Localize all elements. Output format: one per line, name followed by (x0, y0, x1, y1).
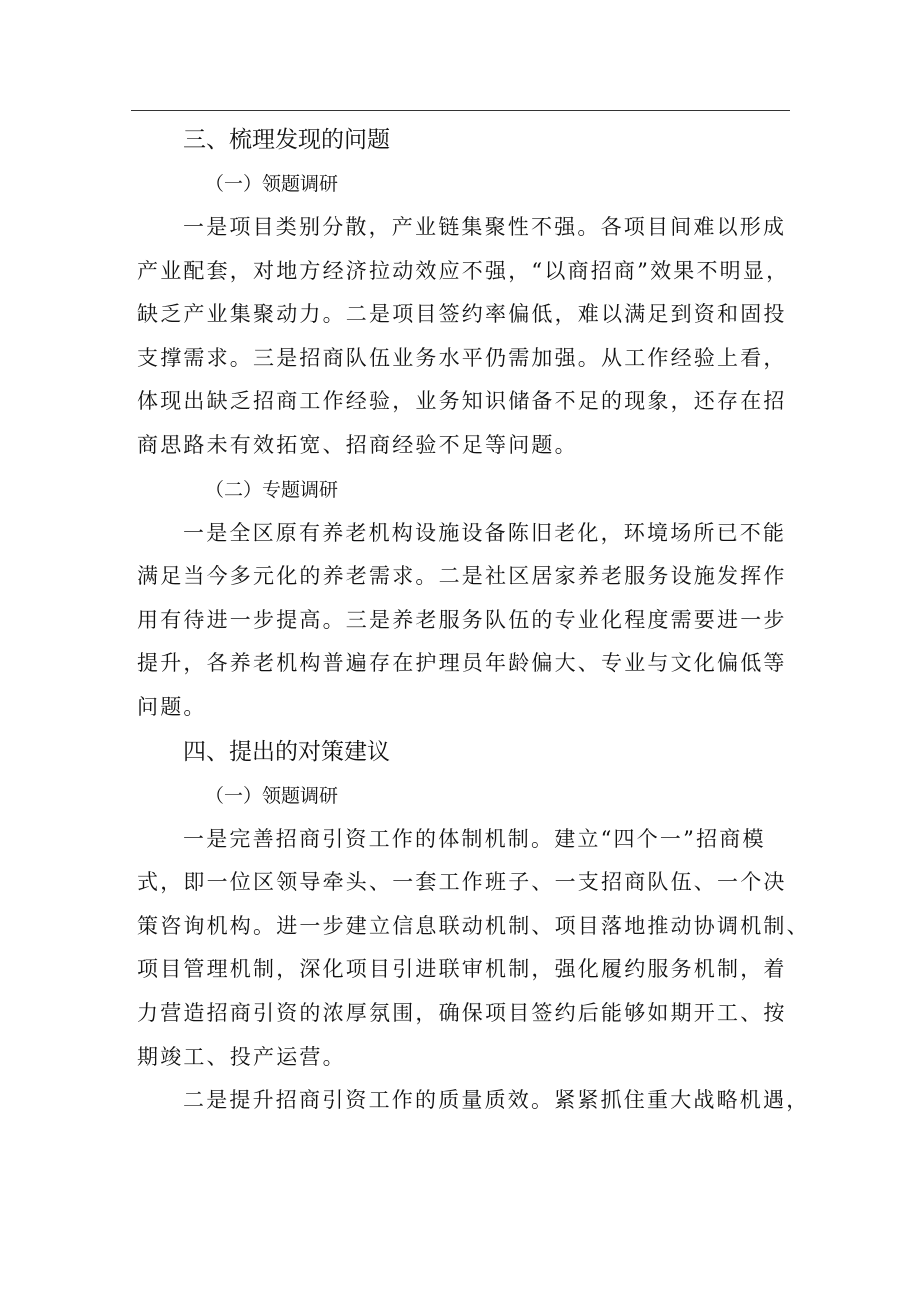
paragraph-line: 缺乏产业集聚动力。二是项目签约率偏低，难以满足到资和固投 (137, 302, 787, 327)
paragraph-line: 体现出缺乏招商工作经验，业务知识储备不足的现象，还存在招 (137, 389, 787, 414)
paragraph (137, 512, 789, 730)
paragraph-line: 商思路未有效拓宽、招商经验不足等问题。 (137, 432, 578, 457)
subsection-title: （一）领题调研 (205, 173, 339, 195)
subsection-title: （二）专题调研 (205, 478, 339, 501)
paragraph-line: 项目管理机制，深化项目引进联审机制，强化履约服务机制，着 (137, 957, 787, 982)
paragraph-line: 满足当今多元化的养老需求。二是社区居家养老服务设施发挥作 (137, 564, 787, 589)
paragraph-line: 力营造招商引资的浓厚氛围，确保项目签约后能够如期开工、按 (137, 1000, 787, 1025)
paragraph (137, 818, 810, 1080)
paragraph-line: 问题。 (137, 694, 207, 719)
paragraph-line: 一是全区原有养老机构设施设备陈旧老化，环境场所已不能 (183, 520, 787, 545)
paragraph-line: 支撑需求。三是招商队伍业务水平仍需加强。从工作经验上看， (137, 345, 787, 370)
paragraph (137, 206, 789, 468)
paragraph-line: 用有待进一步提高。三是养老服务队伍的专业化程度需要进一步 (137, 607, 787, 632)
section-heading: 三、梳理发现的问题 (183, 127, 390, 153)
header-rule (131, 110, 790, 111)
paragraph-line: 式，即一位区领导牵头、一套工作班子、一支招商队伍、一个决 (137, 870, 787, 895)
paragraph-line: 产业配套，对地方经济拉动效应不强，“以商招商”效果不明显， (137, 258, 790, 283)
paragraph-line: 一是完善招商引资工作的体制机制。建立“四个一”招商模 (183, 826, 766, 851)
subsection-title: （一）领题调研 (205, 784, 339, 807)
document-body (137, 118, 810, 1123)
paragraph-line: 期竣工、投产运营。 (137, 1044, 346, 1069)
paragraph-line: 二是提升招商引资工作的质量质效。紧紧抓住重大战略机遇， (183, 1088, 810, 1113)
paragraph (137, 1079, 810, 1123)
paragraph-line: 策咨询机构。进一步建立信息联动机制、项目落地推动协调机制、 (137, 913, 810, 938)
section-heading: 四、提出的对策建议 (183, 738, 390, 765)
paragraph-line: 一是项目类别分散，产业链集聚性不强。各项目间难以形成 (183, 215, 787, 239)
paragraph-line: 提升，各养老机构普遍存在护理员年龄偏大、专业与文化偏低等 (137, 651, 787, 676)
